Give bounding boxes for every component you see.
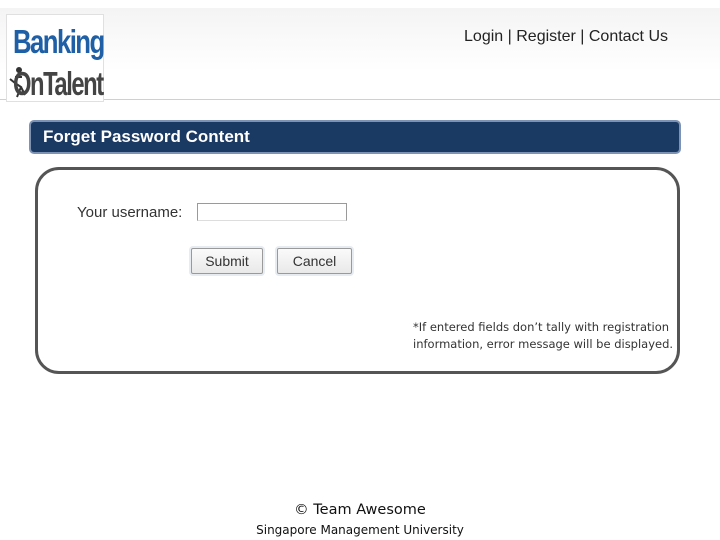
cancel-button[interactable]: Cancel bbox=[277, 248, 352, 274]
top-navigation bbox=[464, 28, 668, 46]
username-input[interactable] bbox=[197, 203, 347, 221]
validation-note: *If entered fields don’t tally with registration information, error message will be displayed. bbox=[413, 320, 674, 351]
footer-copyright: © Team Awesome bbox=[294, 502, 426, 518]
register-link[interactable]: Register bbox=[516, 28, 576, 45]
nav-separator: | bbox=[575, 28, 589, 45]
logo-text-bottom: OnTalent bbox=[13, 65, 103, 102]
footer-organization: Singapore Management University bbox=[256, 523, 464, 537]
contact-us-link[interactable]: Contact Us bbox=[588, 28, 668, 45]
site-header bbox=[0, 8, 720, 100]
login-link[interactable]: Login bbox=[464, 28, 504, 45]
logo-text-top: Banking bbox=[13, 23, 104, 60]
username-label: Your username: bbox=[77, 204, 183, 221]
submit-button[interactable]: Submit bbox=[191, 248, 263, 274]
banking-on-talent-logo[interactable] bbox=[6, 14, 104, 102]
page-title-banner: Forget Password Content bbox=[31, 122, 679, 152]
nav-separator: | bbox=[503, 28, 517, 45]
